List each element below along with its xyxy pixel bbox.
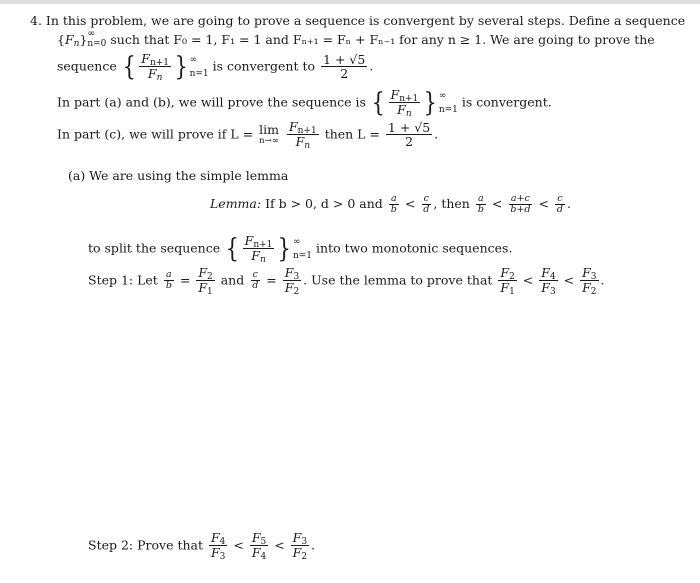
golden-ratio-2: $\frac{1 + √5}{2}$ [387, 120, 431, 150]
step-1-label: Step 1: Let [88, 272, 158, 288]
lemma-line: Lemma: If b > 0, d > 0 and $\frac{a}{b}$ < $\frac{c}{d}$ , then $\frac{a}{b}$ < $\frac{a+c}{b+d}$ < $\frac{c}{d}$ . [210, 193, 571, 215]
parts-ab-line [57, 88, 552, 118]
part-a-label: (a) We are using the simple lemma [68, 168, 289, 183]
split-line [88, 234, 512, 264]
ratio-sequence-3: { $\frac{Fn+1}{Fn}$ } ∞ n=1 [225, 233, 313, 266]
step-2-line: Step 2: Prove that $\frac{F4}{F3}$ < $\frac{F5}{F4}$ < $\frac{F3}{F2}$ . [88, 530, 316, 563]
step-2-label: Step 2: Prove that [88, 537, 203, 553]
lemma-label: Lemma: [210, 195, 262, 211]
part-c-text: In part (c), we will prove if L = [57, 126, 254, 142]
parts-ab-text: In part (a) and (b), we will prove the sequence is [57, 94, 366, 110]
problem-number: 4. [30, 13, 42, 28]
limit-operator: lim n→∞ [259, 122, 279, 147]
ratio-sequence-2: { $\frac{Fn+1}{Fn}$ } ∞ n=1 [371, 87, 458, 120]
part-c-line: In part (c), we will prove if L = lim n→∞ $\frac{Fn+1}{Fn}$ then L = $\frac{1 + √5}{2}$ . [57, 119, 439, 152]
convergent-to-text: is convergent to [212, 58, 316, 74]
golden-ratio: $\frac{1 + √5}{2}$ [323, 52, 366, 82]
split-text-1: to split the sequence [88, 240, 221, 256]
sequence-notation: {Fn}∞n=0 [57, 28, 107, 49]
step-1-and: and [220, 272, 245, 288]
sequence-definition-line: sequence { $\frac{Fn+1}{Fn}$ } ∞ n=1 is convergent to $\frac{1 + √5}{2}$ . [57, 51, 374, 84]
problem-intro-text-1: In this problem, we are going to prove a sequence is convergent by several steps. Define a sequence [45, 13, 686, 28]
ratio-fraction: $\frac{Fn+1}{Fn}$ [288, 119, 317, 152]
step-1-line: Step 1: Let $\frac{a}{b}$ = $\frac{F2}{F1}$ and $\frac{c}{d}$ = $\frac{F3}{F2}$ . Use the lemma to prove that $\frac{F2}{F1}$ < $\frac{F4}{F3}$ < $\frac{F3}{F2}$ . [88, 265, 605, 298]
problem-intro-line-2 [57, 28, 655, 49]
is-convergent-text: is convergent. [461, 94, 552, 110]
lemma-then-text: , then [433, 195, 470, 211]
problem-intro-line-1 [30, 14, 685, 28]
ratio-sequence: { $\frac{Fn+1}{Fn}$ } ∞ n=1 [122, 51, 209, 84]
lemma-if-text: If b > 0, d > 0 and [265, 195, 383, 211]
problem-intro-text-2: such that F₀ = 1, F₁ = 1 and Fₙ₊₁ = Fₙ + Fₙ₋₁ for any n ≥ 1. We are going to prove the [110, 32, 655, 47]
step-1-use-text: . Use the lemma to prove that [303, 272, 493, 288]
then-l-text: then L = [324, 126, 380, 142]
top-border [0, 0, 700, 4]
sequence-word: sequence [57, 58, 117, 74]
split-text-2: into two monotonic sequences. [316, 240, 513, 256]
